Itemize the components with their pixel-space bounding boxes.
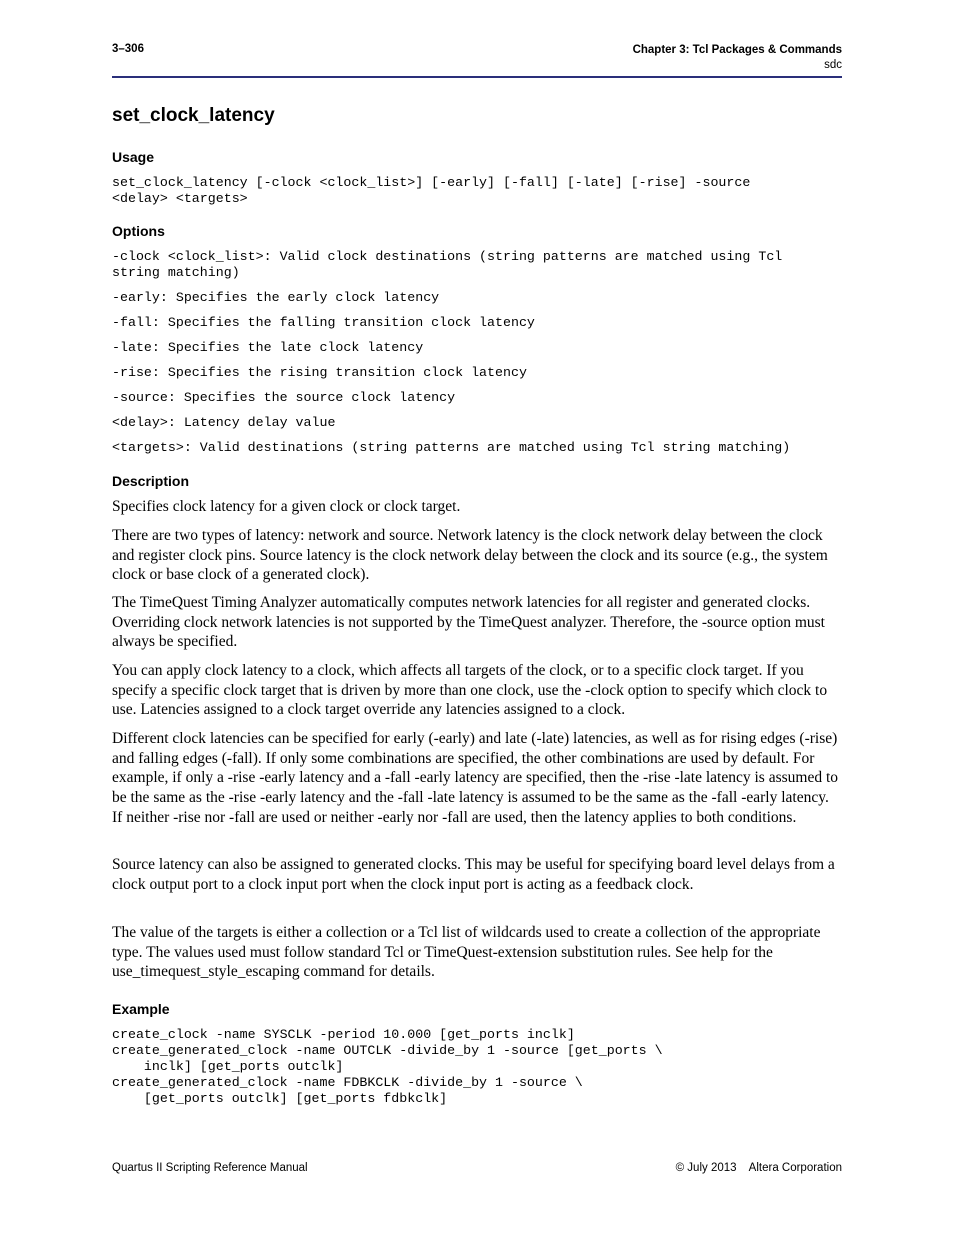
- page-title: set_clock_latency: [112, 105, 275, 126]
- option-fall: -fall: Specifies the falling transition clock latency: [112, 315, 535, 330]
- usage-heading: Usage: [112, 149, 155, 165]
- example-heading: Example: [112, 1001, 170, 1017]
- usage-line-2: <delay> <targets>: [112, 191, 248, 206]
- option-early: -early: Specifies the early clock latency: [112, 290, 440, 305]
- description-paragraph: There are two types of latency: network and source. Network latency is the clock network delay between the clock and register clock pins. Source latency is the clock network delay between the clock and its source (e.g., the system clock or base clock of a generated clock).: [112, 527, 828, 584]
- option-source: -source: Specifies the source clock latency: [112, 390, 456, 405]
- example-code: create_clock -name SYSCLK -period 10.000 [get_ports inclk] create_generated_clock -name OUTCLK -divide_by 1 -source [get_ports \ inclk] [get_ports outclk] create_generated_clock -name FDBKCLK -divide_by 1 -source \ [get_ports outclk] [get_ports fdbkclk]: [112, 1027, 663, 1106]
- usage-line-1: set_clock_latency [-clock <clock_list>] [-early] [-fall] [-late] [-rise] -source: [112, 175, 751, 190]
- description-paragraph: Different clock latencies can be specified for early (-early) and late (-late) latencies, as well as for rising edges (-rise) and falling edges (-fall). If only some combinations are specified, the other combinations are used by default. For example, if only a -rise -early latency and a -fall -early latency are specified, then the -rise -late latency is assumed to be the same as the -rise -early latency and the -fall -late latency is assumed to be the same as the -fall -early latency. If neither -rise nor -fall are used or neither -early nor -fall are used, then the latency applies to both conditions.: [112, 730, 839, 826]
- description-paragraph: The TimeQuest Timing Analyzer automatically computes network latencies for all register and generated clocks. Overriding clock network latencies is not supported by the TimeQuest analyzer. Therefore, the -source option must always be specified.: [112, 594, 825, 651]
- header-rule: [112, 76, 842, 78]
- package-name: sdc: [824, 59, 842, 71]
- option-targets: <targets>: Valid destinations (string patterns are matched using Tcl string matching): [112, 440, 791, 455]
- footer-manual-title: Quartus II Scripting Reference Manual: [112, 1162, 308, 1174]
- option-clock: -clock <clock_list>: Valid clock destinations (string patterns are matched using Tcl string matching): [112, 249, 783, 280]
- footer-copyright: © July 2013 Altera Corporation: [675, 1162, 842, 1174]
- chapter-title: Chapter 3: Tcl Packages & Commands: [632, 44, 842, 56]
- option-late: -late: Specifies the late clock latency: [112, 340, 424, 355]
- description-paragraph: The value of the targets is either a collection or a Tcl list of wildcards used to create a collection of the appropriate type. The values used must follow standard Tcl or TimeQuest-extension substitution rules. See help for the use_timequest_style_escaping command for details.: [112, 924, 821, 981]
- option-delay: <delay>: Latency delay value: [112, 415, 336, 430]
- description-paragraph: You can apply clock latency to a clock, which affects all targets of the clock, or to a specific clock target. If you specify a specific clock target that is driven by more than one clock, use the -clock option to specify which clock to use. Latencies assigned to a clock target override any latencies assigned to a clock.: [112, 662, 828, 719]
- page-number: 3–306: [112, 43, 144, 55]
- description-heading: Description: [112, 473, 190, 489]
- description-paragraph: Source latency can also be assigned to generated clocks. This may be useful for specifying board level delays from a clock output port to a clock input port when the clock input port is acting as a feedback clock.: [112, 856, 835, 893]
- options-heading: Options: [112, 223, 165, 239]
- description-paragraph: Specifies clock latency for a given clock or clock target.: [112, 498, 461, 515]
- option-rise: -rise: Specifies the rising transition clock latency: [112, 365, 527, 380]
- running-header: [633, 43, 842, 73]
